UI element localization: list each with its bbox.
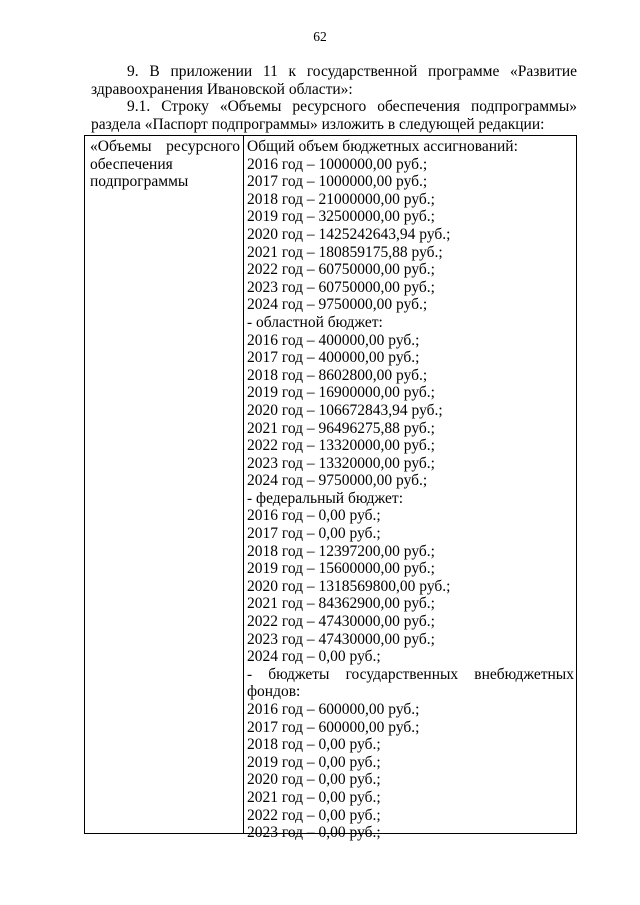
budget-year-line: 2020 год – 106672843,94 руб.; (247, 401, 443, 419)
budget-year-line: 2018 год – 0,00 руб.; (247, 736, 381, 754)
row-label-line-3: подпрограммы (90, 173, 189, 191)
column-divider (243, 136, 244, 833)
budget-year-line: 2023 год – 13320000,00 руб.; (247, 454, 435, 472)
budget-year-line: 2019 год – 0,00 руб.; (247, 753, 381, 771)
budget-year-line: 2021 год – 84362900,00 руб.; (247, 595, 435, 613)
regional-budget-list (247, 332, 574, 490)
budget-year-line: 2019 год – 32500000,00 руб.; (247, 208, 435, 226)
budget-year-line: 2022 год – 60750000,00 руб.; (247, 261, 435, 279)
budget-year-line: 2022 год – 47430000,00 руб.; (247, 613, 435, 631)
paragraph-9-1 (91, 98, 577, 133)
budget-year-line: 2017 год – 400000,00 руб.; (247, 349, 420, 367)
budget-year-line: 2018 год – 12397200,00 руб.; (247, 542, 435, 560)
federal-budget-list (247, 507, 574, 665)
federal-budget-header: - федеральный бюджет: (247, 489, 403, 507)
budget-year-line: 2019 год – 15600000,00 руб.; (247, 560, 435, 578)
extrabudgetary-funds-header-line-2: фондов: (247, 683, 301, 701)
budget-year-line: 2022 год – 0,00 руб.; (247, 806, 381, 824)
row-label-line-2: обеспечения (90, 155, 173, 173)
paragraph-9 (91, 63, 577, 98)
paragraph-9-line-2: здравоохранения Ивановской области»: (91, 80, 353, 98)
row-label-word: ресурсного (166, 138, 240, 155)
budget-year-line: 2016 год – 1000000,00 руб.; (247, 155, 428, 173)
page-number: 62 (313, 29, 327, 44)
funds-header-word: бюджеты (268, 665, 330, 683)
budget-year-line: 2021 год – 180859175,88 руб.; (247, 243, 443, 261)
row-label-line-1 (90, 138, 240, 156)
budget-year-line: 2023 год – 47430000,00 руб.; (247, 630, 435, 648)
paragraph-9-line-1: 9. В приложении 11 к государственной программе «Развитие (127, 63, 577, 80)
budget-year-line: 2017 год – 600000,00 руб.; (247, 718, 420, 736)
budget-year-line: 2023 год – 0,00 руб.; (247, 824, 381, 842)
row-label-cell (90, 138, 240, 191)
budget-year-line: 2018 год – 21000000,00 руб.; (247, 190, 435, 208)
extrabudgetary-funds-header (247, 666, 574, 684)
budget-year-line: 2020 год – 1425242643,94 руб.; (247, 225, 451, 243)
budget-year-line: 2021 год – 0,00 руб.; (247, 788, 381, 806)
budget-year-line: 2016 год – 0,00 руб.; (247, 507, 381, 525)
budget-year-line: 2024 год – 9750000,00 руб.; (247, 296, 428, 314)
budget-year-line: 2016 год – 600000,00 руб.; (247, 701, 420, 718)
budget-year-line: 2016 год – 400000,00 руб.; (247, 331, 420, 349)
paragraph-9-1-line-2: раздела «Паспорт подпрограммы» изложить в следующей редакции: (91, 115, 545, 133)
total-budget-header: Общий объем бюджетных ассигнований: (247, 138, 518, 155)
budget-year-line: 2017 год – 0,00 руб.; (247, 525, 381, 543)
funds-header-word: - (247, 665, 253, 683)
budget-year-line: 2023 год – 60750000,00 руб.; (247, 278, 435, 296)
budget-year-line: 2021 год – 96496275,88 руб.; (247, 419, 435, 437)
budget-year-line: 2020 год – 1318569800,00 руб.; (247, 577, 451, 595)
row-label-word: «Объемы (90, 138, 152, 155)
budget-year-line: 2019 год – 16900000,00 руб.; (247, 384, 435, 402)
budget-year-line: 2018 год – 8602800,00 руб.; (247, 366, 428, 384)
paragraph-9-1-line-1: 9.1. Строку «Объемы ресурсного обеспечения подпрограммы» (127, 98, 577, 115)
row-content-cell (247, 138, 574, 842)
budget-year-line: 2024 год – 0,00 руб.; (247, 648, 381, 666)
regional-budget-header: - областной бюджет: (247, 313, 383, 331)
passport-table (84, 135, 577, 842)
total-budget-list (247, 156, 574, 314)
budget-year-line: 2017 год – 1000000,00 руб.; (247, 173, 428, 191)
budget-year-line: 2022 год – 13320000,00 руб.; (247, 437, 435, 455)
extrabudgetary-funds-list (247, 701, 574, 842)
budget-year-line: 2024 год – 9750000,00 руб.; (247, 472, 428, 490)
funds-header-word: внебюджетных (474, 665, 574, 683)
budget-year-line: 2020 год – 0,00 руб.; (247, 771, 381, 789)
funds-header-word: государственных (345, 665, 459, 683)
